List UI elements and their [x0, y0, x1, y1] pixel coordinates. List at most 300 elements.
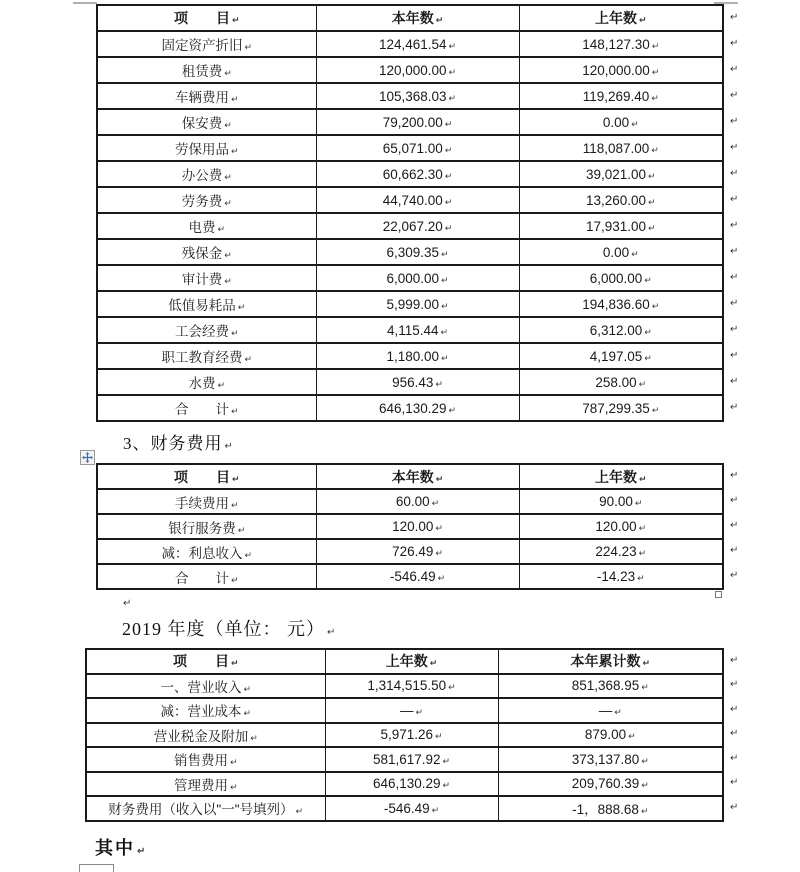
- table-cell[interactable]: [316, 539, 519, 564]
- end-of-cell-mark: ↵: [429, 659, 438, 670]
- table-row: [97, 265, 723, 291]
- table-cell[interactable]: [316, 564, 519, 589]
- cell-text: 4,115.44: [386, 322, 439, 338]
- end-of-row-mark: ↵: [730, 167, 739, 179]
- cell-text: 224.23: [595, 544, 637, 559]
- end-of-cell-mark: ↵: [231, 16, 240, 26]
- table-cell[interactable]: [97, 213, 316, 239]
- among-which-label[interactable]: [95, 834, 147, 860]
- end-of-row-mark: ↵: [730, 703, 739, 715]
- cell-text: 银行服务费: [168, 520, 236, 536]
- table-cell[interactable]: [519, 317, 723, 343]
- end-of-cell-mark: ↵: [631, 249, 639, 260]
- table-cell[interactable]: [97, 514, 316, 539]
- table-cell[interactable]: [316, 514, 519, 539]
- table-cell[interactable]: [97, 161, 316, 187]
- table-cell[interactable]: [498, 723, 723, 748]
- table-cell[interactable]: [325, 723, 498, 748]
- table-cell[interactable]: [325, 698, 498, 723]
- cell-text: 上年数: [594, 468, 637, 485]
- end-of-row-mark: ↵: [730, 777, 739, 789]
- table-cell[interactable]: [316, 135, 519, 161]
- end-of-cell-mark: ↵: [641, 781, 649, 792]
- cell-text: 22,067.20: [382, 218, 443, 234]
- cell-text: 44,740.00: [382, 192, 443, 208]
- table-cell[interactable]: [97, 83, 316, 109]
- table-row: [97, 539, 723, 564]
- cell-text: 财务费用（收入以"一"号填列）: [108, 802, 294, 818]
- cell-text: 劳务费: [181, 194, 223, 209]
- income-statement-table: [85, 648, 739, 822]
- end-of-cell-mark: ↵: [217, 381, 226, 391]
- table-cell[interactable]: [97, 135, 316, 161]
- end-of-cell-mark: ↵: [217, 225, 226, 235]
- table-cell[interactable]: [97, 291, 316, 317]
- table-cell[interactable]: [519, 539, 723, 564]
- table-cell[interactable]: [316, 317, 519, 343]
- cell-text: 固定资产折旧: [161, 38, 243, 53]
- cell-text: 90.00: [599, 494, 633, 509]
- end-of-cell-mark: ↵: [229, 782, 238, 793]
- cell-text: -546.49: [389, 569, 436, 584]
- end-of-cell-mark: ↵: [648, 223, 656, 234]
- cell-text: 电费: [188, 220, 216, 235]
- table-row: [86, 698, 723, 723]
- end-of-cell-mark: ↵: [448, 41, 457, 52]
- heading-text: 其中: [95, 838, 135, 858]
- cell-text: 上年数: [385, 653, 428, 670]
- cell-text: 合 计: [174, 570, 229, 586]
- cell-text: 5,971.26: [380, 727, 433, 743]
- column-header[interactable]: [86, 649, 325, 674]
- table-cell[interactable]: [86, 772, 325, 797]
- table-cell[interactable]: [86, 674, 325, 699]
- table-move-handle[interactable]: [80, 450, 95, 465]
- cell-text: 项 目: [173, 10, 230, 26]
- cell-text: 0.00: [602, 114, 630, 130]
- cell-text: 低值易耗品: [168, 298, 236, 313]
- end-of-cell-mark: ↵: [448, 405, 457, 416]
- cell-text: 本年数: [391, 468, 434, 485]
- cell-text: 6,000.00: [386, 270, 439, 286]
- column-header[interactable]: [325, 649, 498, 674]
- table-header-row: [86, 649, 723, 674]
- end-of-row-mark: ↵: [730, 349, 739, 361]
- end-of-cell-mark: ↵: [243, 684, 252, 695]
- cell-text: 13,260.00: [585, 192, 646, 208]
- table-row: [97, 395, 723, 421]
- table-row: [97, 369, 723, 395]
- cell-text: 79,200.00: [382, 114, 443, 130]
- cell-text: 一、营业收入: [160, 679, 242, 695]
- table-cell[interactable]: [498, 747, 723, 772]
- end-of-cell-mark: ↵: [244, 43, 253, 53]
- end-of-cell-mark: ↵: [435, 549, 443, 559]
- end-of-cell-mark: ↵: [631, 119, 639, 130]
- table-row: [97, 161, 723, 187]
- paragraph-mark: ↵: [327, 627, 337, 638]
- end-of-cell-mark: ↵: [224, 69, 232, 79]
- table-row: [97, 57, 723, 83]
- table-cell[interactable]: [316, 489, 519, 514]
- cell-text: 956.43: [392, 374, 434, 390]
- table-cell[interactable]: [519, 343, 723, 369]
- cell-text: 120,000.00: [582, 62, 650, 78]
- end-of-row-mark: ↵: [730, 470, 739, 481]
- end-of-cell-mark: ↵: [237, 303, 246, 313]
- table-cell[interactable]: [316, 57, 519, 83]
- cell-text: 581,617.92: [372, 751, 441, 767]
- table-header-row: [97, 5, 723, 31]
- cell-text: 646,130.29: [372, 776, 441, 792]
- table-cell[interactable]: [519, 239, 723, 265]
- end-of-cell-mark: ↵: [640, 807, 649, 818]
- cell-text: 120,000.00: [378, 62, 447, 78]
- table-cell[interactable]: [498, 698, 723, 723]
- table-cell[interactable]: [325, 747, 498, 772]
- table-cell[interactable]: [86, 747, 325, 772]
- end-of-row-mark: ↵: [730, 495, 739, 506]
- cell-text: 6,000.00: [589, 270, 643, 286]
- table-cell[interactable]: [519, 57, 723, 83]
- cell-text: 手续费用: [174, 495, 229, 511]
- end-of-cell-mark: ↵: [437, 574, 446, 584]
- table-cell[interactable]: [519, 514, 723, 539]
- end-of-cell-mark: ↵: [634, 499, 643, 509]
- end-of-cell-mark: ↵: [638, 524, 647, 534]
- table-cell[interactable]: [519, 213, 723, 239]
- end-of-row-mark: ↵: [730, 801, 739, 813]
- table-cell[interactable]: [97, 239, 316, 265]
- cell-text: 118,087.00: [582, 140, 650, 156]
- table-cell[interactable]: [519, 489, 723, 514]
- end-of-cell-mark: ↵: [442, 781, 451, 792]
- cell-text: 124,461.54: [378, 36, 447, 52]
- end-of-row-mark: ↵: [730, 520, 739, 531]
- text-boundary-mark-left: [73, 2, 97, 4]
- table-cell[interactable]: [519, 83, 723, 109]
- end-of-cell-mark: ↵: [651, 301, 660, 312]
- table-cell[interactable]: [316, 109, 519, 135]
- table-cell[interactable]: [97, 369, 316, 395]
- end-of-cell-mark: ↵: [244, 550, 253, 561]
- table-cell[interactable]: [316, 213, 519, 239]
- column-header[interactable]: [519, 5, 723, 31]
- financial-expense-table: [96, 463, 739, 590]
- end-of-cell-mark: ↵: [295, 807, 304, 818]
- table-cell[interactable]: [519, 564, 723, 589]
- end-of-row-mark: ↵: [730, 570, 739, 581]
- end-of-cell-mark: ↵: [637, 574, 645, 584]
- table-row: [97, 564, 723, 589]
- cell-text: 1,314,515.50: [367, 678, 447, 694]
- table-cell[interactable]: [97, 57, 316, 83]
- end-of-cell-mark: ↵: [448, 93, 457, 104]
- end-of-cell-mark: ↵: [441, 301, 449, 312]
- end-of-cell-mark: ↵: [435, 732, 443, 743]
- table-row: [97, 489, 723, 514]
- end-of-row-mark: ↵: [730, 271, 739, 283]
- end-of-cell-mark: ↵: [644, 275, 652, 286]
- section-heading-2019[interactable]: [122, 615, 336, 641]
- end-of-row-mark: ↵: [730, 654, 739, 666]
- cell-text: —: [598, 702, 613, 718]
- end-of-cell-mark: ↵: [250, 733, 258, 744]
- table-cell[interactable]: [498, 796, 723, 821]
- cell-text: 销售费用: [173, 753, 228, 769]
- financial-expense-table-grid: [96, 463, 724, 590]
- cell-text: 120.00: [595, 519, 637, 534]
- end-of-cell-mark: ↵: [441, 249, 449, 260]
- table-cell[interactable]: [97, 489, 316, 514]
- cell-text: 4,197.05: [589, 348, 643, 364]
- end-of-row-mark: ↵: [730, 752, 739, 764]
- end-of-cell-mark: ↵: [230, 407, 239, 417]
- table-cell[interactable]: [519, 369, 723, 395]
- cell-text: 本年数: [391, 10, 434, 26]
- end-of-cell-mark: ↵: [448, 67, 457, 78]
- end-of-cell-mark: ↵: [644, 353, 652, 364]
- end-of-row-mark: ↵: [730, 115, 739, 127]
- table-cell[interactable]: [316, 187, 519, 213]
- table-cell[interactable]: [97, 317, 316, 343]
- end-of-row-mark: ↵: [730, 37, 739, 49]
- cell-text: 105,368.03: [378, 88, 447, 104]
- cell-text: 1,180.00: [386, 348, 439, 364]
- table-cell[interactable]: [519, 109, 723, 135]
- cell-text: 办公费: [181, 168, 223, 183]
- end-of-row-mark: ↵: [730, 219, 739, 231]
- end-of-cell-mark: ↵: [644, 327, 652, 338]
- cell-text: 17,931.00: [585, 218, 646, 234]
- table-cell[interactable]: [519, 135, 723, 161]
- column-header[interactable]: [97, 5, 316, 31]
- table-cell[interactable]: [519, 265, 723, 291]
- cell-text: 194,836.60: [582, 296, 650, 312]
- end-of-cell-mark: ↵: [243, 709, 252, 720]
- end-of-cell-mark: ↵: [641, 756, 649, 767]
- table-cell[interactable]: [97, 187, 316, 213]
- end-of-cell-mark: ↵: [651, 145, 659, 156]
- end-of-cell-mark: ↵: [237, 525, 246, 536]
- paragraph-mark: ↵: [123, 598, 132, 609]
- end-of-cell-mark: ↵: [638, 549, 647, 559]
- cell-text: -546.49: [383, 800, 430, 816]
- table-header-row: [97, 464, 723, 489]
- end-of-cell-mark: ↵: [444, 119, 453, 130]
- end-of-cell-mark: ↵: [628, 732, 636, 743]
- end-of-cell-mark: ↵: [230, 659, 239, 670]
- end-of-cell-mark: ↵: [224, 251, 232, 261]
- management-expense-table: [96, 4, 739, 422]
- column-header[interactable]: [316, 5, 519, 31]
- management-expense-table-grid: [96, 4, 724, 422]
- table-cell[interactable]: [316, 369, 519, 395]
- end-of-cell-mark: ↵: [444, 145, 453, 156]
- table-cell[interactable]: [97, 395, 316, 421]
- end-of-cell-mark: ↵: [651, 41, 660, 52]
- cell-text: 6,312.00: [589, 322, 643, 338]
- table-cell[interactable]: [316, 291, 519, 317]
- cell-text: 60.00: [395, 494, 430, 509]
- cell-text: 劳保用品: [174, 142, 229, 157]
- table-row: [97, 317, 723, 343]
- cell-text: 39,021.00: [585, 166, 646, 182]
- end-of-row-mark: ↵: [730, 323, 739, 335]
- column-header[interactable]: [97, 464, 316, 489]
- table-cell[interactable]: [325, 796, 498, 821]
- cell-text: 148,127.30: [582, 36, 650, 52]
- end-of-row-mark: ↵: [730, 728, 739, 740]
- end-of-cell-mark: ↵: [442, 756, 451, 767]
- paragraph-mark: ↵: [224, 441, 234, 452]
- row-end-marks: [724, 4, 738, 420]
- table-cell[interactable]: [97, 343, 316, 369]
- table-cell[interactable]: [316, 31, 519, 57]
- table-cell[interactable]: [519, 291, 723, 317]
- table-cell[interactable]: [97, 265, 316, 291]
- end-of-row-mark: ↵: [730, 89, 739, 101]
- table-cell[interactable]: [519, 187, 723, 213]
- table-row: [86, 772, 723, 797]
- end-of-row-mark: ↵: [730, 297, 739, 309]
- cell-text: —: [399, 702, 414, 718]
- end-of-cell-mark: ↵: [435, 524, 443, 534]
- table-resize-handle[interactable]: [715, 591, 722, 598]
- end-of-cell-mark: ↵: [435, 16, 444, 26]
- table-row: [97, 239, 723, 265]
- table-cell[interactable]: [316, 343, 519, 369]
- table-cell[interactable]: [86, 723, 325, 748]
- row-end-marks: [724, 648, 738, 820]
- table-row: [97, 31, 723, 57]
- table-cell[interactable]: [97, 564, 316, 589]
- cell-text: 本年累计数: [570, 653, 641, 670]
- cell-text: 管理费用: [173, 777, 228, 793]
- cell-text: 258.00: [595, 374, 637, 390]
- cell-text: 上年数: [594, 10, 637, 26]
- end-of-cell-mark: ↵: [638, 474, 647, 485]
- section-heading-finance-expense[interactable]: [123, 429, 234, 454]
- cell-text: 119,269.40: [582, 88, 650, 104]
- end-of-cell-mark: ↵: [435, 379, 443, 390]
- column-header[interactable]: [519, 464, 723, 489]
- cell-text: 营业税金及附加: [153, 728, 249, 744]
- table-cell[interactable]: [325, 674, 498, 699]
- table-row: [86, 723, 723, 748]
- row-end-marks: [724, 463, 738, 588]
- table-cell[interactable]: [316, 161, 519, 187]
- table-cell[interactable]: [316, 83, 519, 109]
- table-row: [86, 796, 723, 821]
- end-of-cell-mark: ↵: [441, 275, 449, 286]
- column-header[interactable]: [498, 649, 723, 674]
- paragraph-mark: ↵: [137, 846, 148, 857]
- cell-text: -14.23: [596, 569, 636, 584]
- end-of-cell-mark: ↵: [651, 93, 659, 104]
- end-of-cell-mark: ↵: [230, 575, 239, 586]
- end-of-row-mark: ↵: [730, 401, 739, 413]
- table-cell[interactable]: [86, 698, 325, 723]
- cell-text: 项 目: [173, 468, 230, 485]
- table-row: [97, 83, 723, 109]
- table-cell[interactable]: [97, 539, 316, 564]
- table-row: [86, 747, 723, 772]
- end-of-cell-mark: ↵: [224, 121, 232, 131]
- income-statement-table-grid: [85, 648, 724, 822]
- table-cell[interactable]: [97, 31, 316, 57]
- end-of-cell-mark: ↵: [224, 199, 232, 209]
- end-of-row-mark: ↵: [730, 11, 739, 23]
- table-row: [86, 674, 723, 699]
- end-of-cell-mark: ↵: [431, 805, 440, 816]
- end-of-row-mark: ↵: [730, 375, 739, 387]
- column-header[interactable]: [316, 464, 519, 489]
- table-cell[interactable]: [498, 674, 723, 699]
- cell-text: 209,760.39: [571, 776, 640, 792]
- table-cell[interactable]: [519, 161, 723, 187]
- cell-text: 60,662.30: [382, 166, 443, 182]
- end-of-cell-mark: ↵: [224, 277, 232, 287]
- end-of-row-mark: ↵: [730, 193, 739, 205]
- table-cell[interactable]: [325, 772, 498, 797]
- cell-text: 120.00: [392, 519, 434, 534]
- cell-text: -1，888.68: [572, 802, 639, 818]
- table-cell[interactable]: [316, 395, 519, 421]
- cell-text: 职工教育经费: [161, 350, 243, 365]
- cell-text: 减：利息收入: [161, 545, 243, 561]
- end-of-row-mark: ↵: [730, 141, 739, 153]
- end-of-cell-mark: ↵: [415, 707, 424, 718]
- table-cell[interactable]: [519, 395, 723, 421]
- end-of-cell-mark: ↵: [651, 67, 660, 78]
- table-row: [97, 135, 723, 161]
- end-of-cell-mark: ↵: [648, 171, 656, 182]
- table-cell[interactable]: [316, 239, 519, 265]
- table-row: [97, 343, 723, 369]
- end-of-cell-mark: ↵: [440, 327, 449, 338]
- cell-text: 保安费: [181, 116, 223, 131]
- cell-text: 0.00: [602, 244, 630, 260]
- end-of-cell-mark: ↵: [638, 16, 647, 26]
- end-of-row-mark: ↵: [730, 545, 739, 556]
- end-of-cell-mark: ↵: [614, 707, 622, 718]
- end-of-cell-mark: ↵: [230, 95, 239, 105]
- end-of-cell-mark: ↵: [448, 683, 456, 694]
- table-row: [97, 213, 723, 239]
- four-way-arrow-icon: [82, 452, 93, 463]
- cell-text: 787,299.35: [582, 400, 650, 416]
- cell-text: 残保金: [181, 246, 223, 261]
- end-of-cell-mark: ↵: [231, 474, 240, 485]
- table-cell[interactable]: [519, 31, 723, 57]
- table-row: [97, 291, 723, 317]
- end-of-cell-mark: ↵: [648, 197, 656, 208]
- table-row: [97, 109, 723, 135]
- cell-text: 6,309.35: [386, 244, 439, 260]
- cell-text: 租赁费: [181, 64, 223, 79]
- cell-text: 65,071.00: [382, 140, 443, 156]
- table-cell[interactable]: [97, 109, 316, 135]
- heading-text: 2019 年度（单位： 元）: [122, 619, 325, 639]
- table-cell[interactable]: [316, 265, 519, 291]
- table-cell[interactable]: [86, 796, 325, 821]
- end-of-row-mark: ↵: [730, 245, 739, 257]
- table-cell[interactable]: [498, 772, 723, 797]
- cell-text: 646,130.29: [378, 400, 447, 416]
- end-of-cell-mark: ↵: [435, 474, 444, 485]
- end-of-cell-mark: ↵: [244, 355, 253, 365]
